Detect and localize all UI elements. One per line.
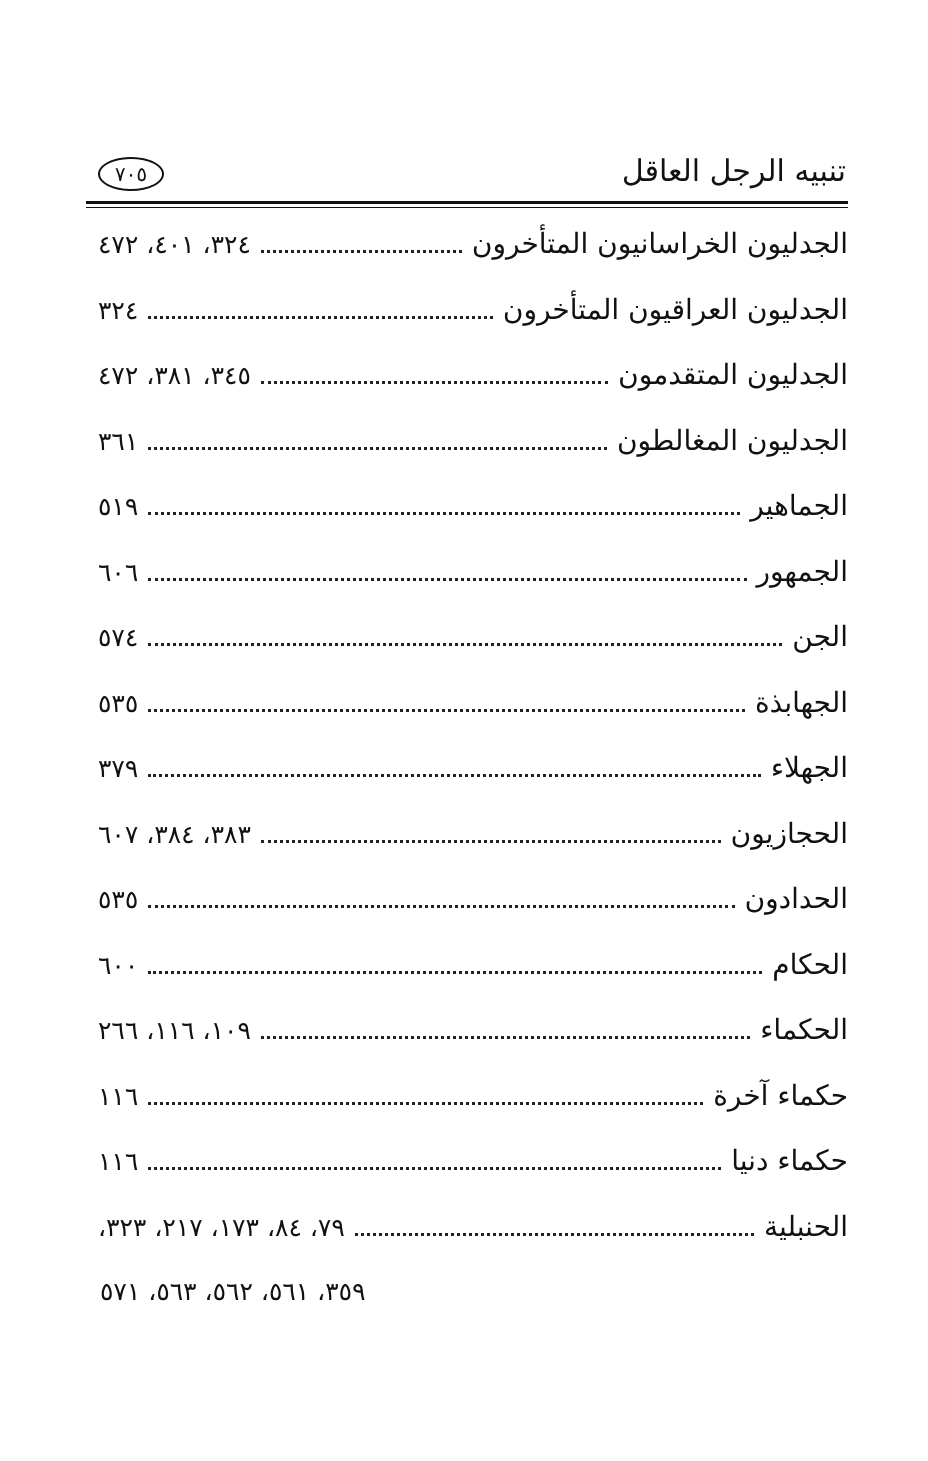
index-entry (98, 282, 848, 348)
entry-term: الجدليون الخراسانيون المتأخرون (471, 227, 848, 260)
dot-leader (148, 643, 782, 646)
entry-pages: ٣٨٣، ٣٨٤، ٦٠٧ (98, 819, 251, 849)
dot-leader (261, 840, 721, 843)
entry-pages: ١١٦ (98, 1147, 139, 1176)
entry-term: الجهابذة (755, 685, 848, 719)
dot-leader (148, 1102, 703, 1105)
index-entry (98, 871, 848, 937)
entry-continuation-line (98, 1264, 848, 1330)
entry-pages: ٧٩، ٨٤، ١٧٣، ٢١٧، ٣٢٣، (98, 1212, 345, 1242)
index-entry (98, 413, 848, 479)
dot-leader (261, 250, 462, 253)
header-rule-thin (86, 207, 848, 208)
entry-term: حكماء دنيا (731, 1144, 848, 1177)
dot-leader (261, 1036, 750, 1039)
entry-term: الحكماء (760, 1013, 848, 1046)
dot-leader (148, 709, 745, 712)
entry-term: الحنبلية (763, 1209, 848, 1243)
index-entry (98, 216, 848, 282)
entry-pages: ١١٦ (98, 1081, 139, 1111)
index-entry (98, 544, 848, 610)
dot-leader (148, 1167, 721, 1170)
header-rule-thick (86, 201, 848, 204)
index-entry (98, 478, 848, 544)
index-entry (98, 937, 848, 1003)
entry-term: حكماء آخرة (713, 1078, 848, 1112)
entry-pages: ٥١٩ (98, 492, 139, 521)
entry-term: الجدليون المتقدمون (618, 358, 848, 391)
entry-pages: ٣٢٤، ٤٠١، ٤٧٢ (98, 230, 251, 259)
dot-leader (148, 447, 607, 450)
index-entry (98, 347, 848, 413)
entry-term: الجمهور (756, 554, 848, 588)
entry-pages: ٣٤٥، ٣٨١، ٤٧٢ (98, 361, 251, 390)
dot-leader (148, 774, 761, 777)
index-entry (98, 675, 848, 741)
dot-leader (148, 971, 762, 974)
entry-pages: ٣٦١ (98, 426, 139, 456)
dot-leader (148, 578, 746, 581)
entry-pages: ٦٠٠ (98, 950, 139, 980)
index-entry (98, 740, 848, 806)
index-entry (98, 609, 848, 675)
entry-term: الحجازيون (730, 816, 848, 850)
index-entries (98, 216, 848, 1330)
continuation-pages: ٣٥٩، ٥٦١، ٥٦٢، ٥٦٣، ٥٧١ (100, 1277, 366, 1306)
entry-pages: ١٠٩، ١١٦، ٢٦٦ (98, 1016, 251, 1045)
dot-leader (148, 905, 734, 908)
entry-term: الجماهير (750, 489, 848, 522)
entry-term: الجدليون المغالطون (616, 423, 848, 457)
entry-pages: ٦٠٦ (98, 557, 139, 587)
dot-leader (355, 1233, 754, 1236)
index-entry (98, 1068, 848, 1134)
entry-pages: ٣٢٤ (98, 295, 139, 325)
index-entry (98, 1133, 848, 1199)
entry-pages: ٣٧٩ (98, 754, 139, 783)
entry-term: الجدليون العراقيون المتأخرون (502, 292, 848, 326)
index-entry (98, 1002, 848, 1068)
dot-leader (261, 381, 608, 384)
entry-pages: ٥٣٥ (98, 885, 139, 914)
running-title: تنبيه الرجل العاقل (621, 154, 846, 189)
page-number-badge: ٧٠٥ (98, 157, 164, 191)
dot-leader (148, 316, 493, 319)
entry-term: الحكام (772, 947, 848, 981)
dot-leader (148, 512, 740, 515)
entry-term: الجن (792, 620, 848, 653)
entry-pages: ٥٣٥ (98, 688, 139, 718)
entry-term: الحدادون (744, 882, 848, 915)
index-entry (98, 1199, 848, 1265)
entry-pages: ٥٧٤ (98, 623, 139, 652)
index-entry (98, 806, 848, 872)
entry-term: الجهلاء (770, 751, 848, 784)
